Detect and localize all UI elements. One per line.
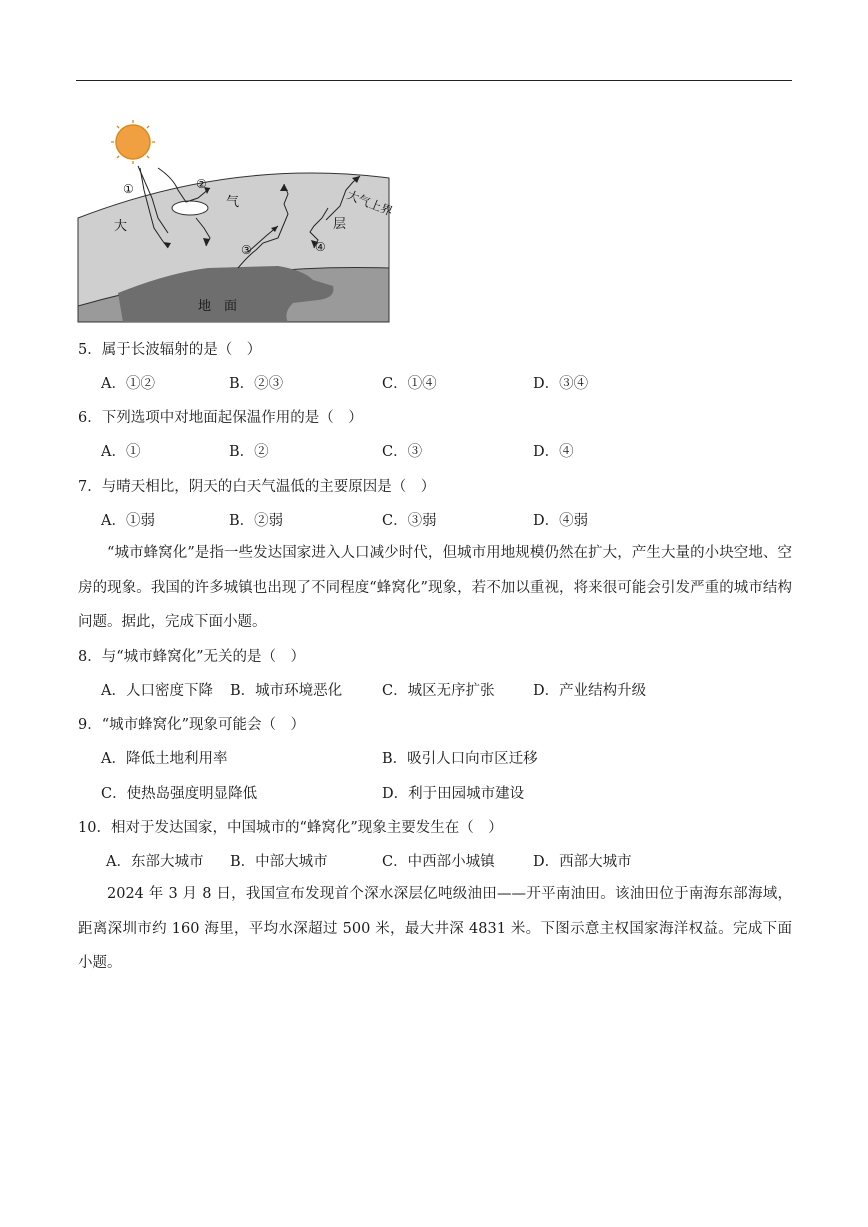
q9-option-c[interactable]: C．使热岛强度明显降低 bbox=[101, 786, 258, 802]
label-ground: 地 面 bbox=[198, 299, 238, 314]
cloud-icon bbox=[172, 201, 208, 215]
q9-option-b[interactable]: B．吸引人口向市区迁移 bbox=[382, 751, 538, 767]
question-8-stem: 8．与“城市蜂窝化”无关的是（ ） bbox=[78, 649, 306, 665]
q6-option-a[interactable]: A．① bbox=[101, 444, 141, 460]
q9-option-a[interactable]: A．降低土地利用率 bbox=[101, 751, 228, 767]
label-r2: ② bbox=[196, 177, 207, 191]
q5-option-d[interactable]: D．③④ bbox=[533, 376, 589, 392]
question-5-stem: 5．属于长波辐射的是（ ） bbox=[78, 342, 262, 358]
q5-option-b[interactable]: B．②③ bbox=[229, 376, 284, 392]
q8-option-d[interactable]: D．产业结构升级 bbox=[533, 683, 647, 699]
atmosphere-radiation-diagram bbox=[78, 118, 395, 322]
question-7-stem: 7．与晴天相比，阴天的白天气温低的主要原因是（ ） bbox=[78, 479, 436, 495]
label-qi: 气 bbox=[226, 195, 240, 210]
q8-option-b[interactable]: B．城市环境恶化 bbox=[230, 683, 343, 699]
q5-option-c[interactable]: C．①④ bbox=[382, 376, 437, 392]
q7-option-d[interactable]: D．④弱 bbox=[533, 513, 589, 529]
q8-option-a[interactable]: A．人口密度下降 bbox=[101, 683, 213, 699]
q6-option-c[interactable]: C．③ bbox=[382, 444, 423, 460]
q7-option-b[interactable]: B．②弱 bbox=[229, 513, 284, 529]
q10-option-c[interactable]: C．中西部小城镇 bbox=[382, 854, 495, 870]
label-ceng: 层 bbox=[333, 217, 347, 232]
q5-option-a[interactable]: A．①② bbox=[101, 376, 155, 392]
label-r3: ③ bbox=[241, 243, 252, 257]
header-rule bbox=[76, 80, 792, 81]
q10-option-b[interactable]: B．中部大城市 bbox=[230, 854, 328, 870]
sun-icon bbox=[116, 125, 150, 159]
label-da: 大 bbox=[114, 219, 128, 234]
label-upper-boundary: 大气上界 bbox=[344, 187, 395, 219]
q7-option-c[interactable]: C．③弱 bbox=[382, 513, 437, 529]
q9-option-d[interactable]: D．利于田园城市建设 bbox=[382, 786, 525, 802]
q7-option-a[interactable]: A．①弱 bbox=[101, 513, 155, 529]
question-6-stem: 6．下列选项中对地面起保温作用的是（ ） bbox=[78, 410, 363, 426]
q6-option-b[interactable]: B．② bbox=[229, 444, 269, 460]
question-10-stem: 10．相对于发达国家，中国城市的“蜂窝化”现象主要发生在（ ） bbox=[78, 820, 503, 836]
q10-option-d[interactable]: D．西部大城市 bbox=[533, 854, 632, 870]
q10-option-a[interactable]: A．东部大城市 bbox=[106, 854, 204, 870]
label-r1: ① bbox=[123, 182, 134, 196]
passage-oil-field: 2024 年 3 月 8 日，我国宣布发现首个深水深层亿吨级油田——开平南油田。该油田位于南海东部海域，距离深圳市约 160 海里，平均水深超过 500 米，最大井深 4831 米。下图示意主权国家海洋权益。完成下面小题。 bbox=[78, 886, 792, 971]
label-r4: ④ bbox=[315, 240, 326, 254]
q8-option-c[interactable]: C．城区无序扩张 bbox=[382, 683, 495, 699]
q6-option-d[interactable]: D．④ bbox=[533, 444, 574, 460]
passage-city-honeycomb: “城市蜂窝化”是指一些发达国家进入人口减少时代，但城市用地规模仍然在扩大，产生大量的小块空地、空房的现象。我国的许多城镇也出现了不同程度“蜂窝化”现象，若不加以重视，将来很可能会引发严重的城市结构问题。据此，完成下面小题。 bbox=[78, 545, 792, 630]
question-9-stem: 9．“城市蜂窝化”现象可能会（ ） bbox=[78, 717, 306, 733]
